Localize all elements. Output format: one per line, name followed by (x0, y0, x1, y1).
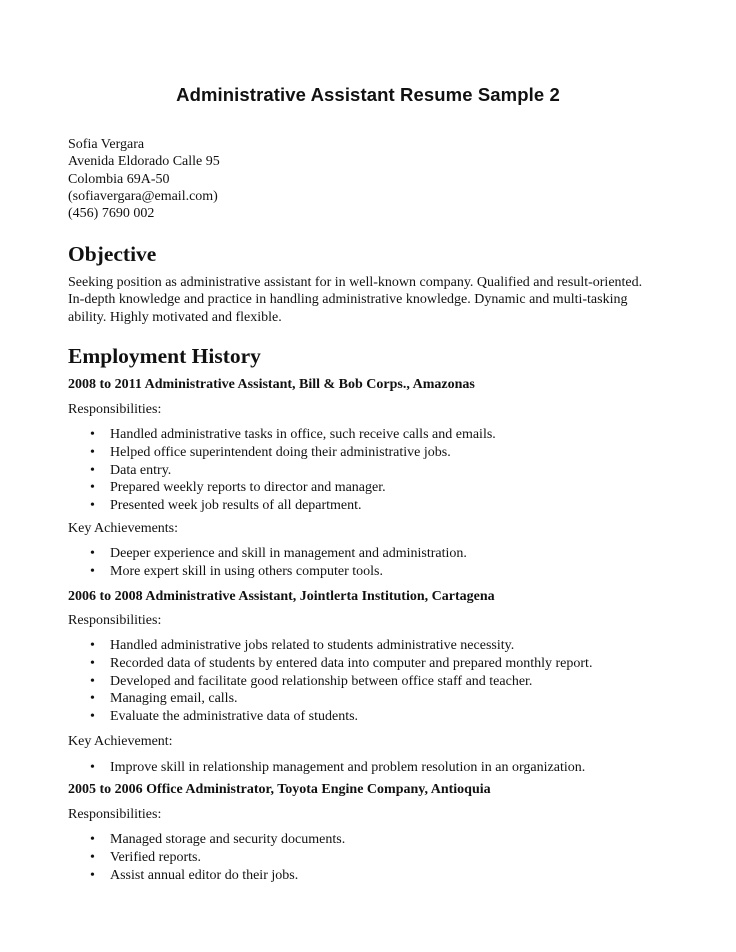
objective-line: In-depth knowledge and practice in handling administrative knowledge. Dynamic and multi-tasking (68, 292, 628, 308)
list-item: • Presented week job results of all department. (88, 497, 496, 515)
list-item: • Deeper experience and skill in management and administration. (88, 545, 467, 563)
objective-text (68, 274, 688, 326)
responsibilities-label: Responsibilities: (68, 613, 162, 628)
contact-block (68, 136, 220, 222)
achievements-list (88, 759, 585, 777)
contact-address-line-1: Avenida Eldorado Calle 95 (68, 154, 220, 170)
job-title: 2005 to 2006 Office Administrator, Toyota Engine Company, Antioquia (68, 782, 491, 797)
list-item: • Data entry. (88, 462, 496, 480)
list-item: • Assist annual editor do their jobs. (88, 867, 345, 885)
list-item: • Recorded data of students by entered data into computer and prepared monthly report. (88, 655, 592, 673)
document-title: Administrative Assistant Resume Sample 2 (176, 84, 560, 105)
achievements-list (88, 545, 467, 581)
objective-line: Seeking position as administrative assistant for in well-known company. Qualified and result-oriented. (68, 275, 643, 290)
responsibilities-list (88, 637, 592, 726)
contact-email: (sofiavergara@email.com) (68, 188, 218, 204)
list-item: • Handled administrative jobs related to students administrative necessity. (88, 637, 592, 655)
contact-phone: (456) 7690 002 (68, 206, 155, 222)
list-item: • Verified reports. (88, 849, 345, 867)
job-title: 2008 to 2011 Administrative Assistant, Bill & Bob Corps., Amazonas (68, 377, 475, 392)
contact-name: Sofia Vergara (68, 137, 145, 152)
list-item: • Managing email, calls. (88, 690, 592, 708)
objective-line: ability. Highly motivated and flexible. (68, 309, 282, 325)
responsibilities-label: Responsibilities: (68, 402, 162, 417)
list-item: • Managed storage and security documents. (88, 831, 345, 849)
achievements-label: Key Achievement: (68, 734, 173, 749)
list-item: • Improve skill in relationship management and problem resolution in an organization. (88, 759, 585, 777)
list-item: • Handled administrative tasks in office, such receive calls and emails. (88, 426, 496, 444)
list-item: • Prepared weekly reports to director and manager. (88, 479, 496, 497)
objective-heading: Objective (68, 242, 157, 266)
list-item: • Developed and facilitate good relationship between office staff and teacher. (88, 673, 592, 691)
list-item: • Evaluate the administrative data of students. (88, 708, 592, 726)
responsibilities-list (88, 426, 496, 515)
list-item: • More expert skill in using others computer tools. (88, 563, 467, 581)
responsibilities-label: Responsibilities: (68, 807, 162, 822)
list-item: • Helped office superintendent doing their administrative jobs. (88, 444, 496, 462)
achievements-label: Key Achievements: (68, 521, 179, 536)
employment-heading: Employment History (68, 344, 261, 368)
job-title: 2006 to 2008 Administrative Assistant, Jointlerta Institution, Cartagena (68, 589, 495, 604)
responsibilities-list (88, 831, 345, 884)
contact-address-line-2: Colombia 69A-50 (68, 171, 170, 187)
